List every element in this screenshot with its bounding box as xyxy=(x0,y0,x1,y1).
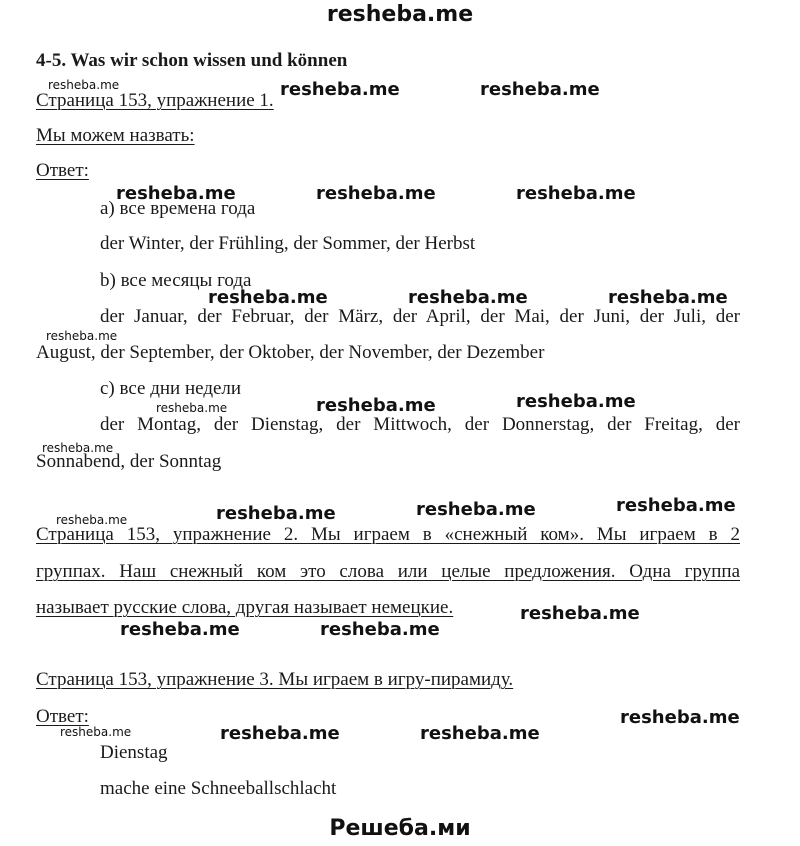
item-c-line-2: Sonnabend, der Sonntag xyxy=(36,451,222,472)
watermark: resheba.me xyxy=(280,79,400,100)
exercise-2-line-2: группах. Наш снежный ком это слова или целые предложения. Одна группа xyxy=(36,561,740,582)
watermark: resheba.me xyxy=(316,395,436,416)
exercise-3-answer-label: Ответ: xyxy=(36,706,89,727)
watermark-small: resheba.me xyxy=(60,725,132,739)
exercise-1-prompt: Мы можем назвать: xyxy=(36,125,195,146)
watermark-small: resheba.me xyxy=(48,78,120,92)
watermark: resheba.me xyxy=(116,183,236,204)
watermark: resheba.me xyxy=(120,619,240,640)
watermark: resheba.me xyxy=(516,391,636,412)
watermark: resheba.me xyxy=(316,183,436,204)
exercise-1-heading: Страница 153, упражнение 1. xyxy=(36,90,274,111)
watermark: resheba.me xyxy=(216,503,336,524)
item-a-label: a) все времена года xyxy=(100,198,256,219)
item-b-label: b) все месяцы года xyxy=(100,270,252,291)
item-b-line-2: August, der September, der Oktober, der November, der Dezember xyxy=(36,342,545,363)
watermark-small: resheba.me xyxy=(156,401,228,415)
exercise-3-answer-line-1: Dienstag xyxy=(100,742,168,763)
watermark: resheba.me xyxy=(208,287,328,308)
watermark: resheba.me xyxy=(516,183,636,204)
site-header: resheba.me xyxy=(326,2,474,27)
watermark: resheba.me xyxy=(416,499,536,520)
watermark: resheba.me xyxy=(420,723,540,744)
watermark: resheba.me xyxy=(620,707,740,728)
exercise-1-answer-label: Ответ: xyxy=(36,160,89,181)
exercise-3-answer-line-2: mache eine Schneeballschlacht xyxy=(100,778,337,799)
watermark-small: resheba.me xyxy=(46,329,118,343)
exercise-2-line-1: Страница 153, упражнение 2. Мы играем в «снежный ком». Мы играем в 2 xyxy=(36,524,740,545)
exercise-3-heading: Страница 153, упражнение 3. Мы играем в игру-пирамиду. xyxy=(36,669,514,690)
watermark: resheba.me xyxy=(520,603,640,624)
watermark: resheba.me xyxy=(220,723,340,744)
item-b-line-1: der Januar, der Februar, der März, der April, der Mai, der Juni, der Juli, der xyxy=(100,306,740,327)
footer-brand: Решеба.ми xyxy=(329,816,471,841)
watermark: resheba.me xyxy=(320,619,440,640)
watermark-small: resheba.me xyxy=(56,513,128,527)
page-title: 4-5. Was wir schon wissen und können xyxy=(36,50,348,71)
exercise-2-line-3: называет русские слова, другая называет немецкие. xyxy=(36,597,454,618)
item-c-line-1: der Montag, der Dienstag, der Mittwoch, der Donnerstag, der Freitag, der xyxy=(100,414,740,435)
item-c-label: c) все дни недели xyxy=(100,378,242,399)
watermark: resheba.me xyxy=(616,495,736,516)
item-a-text: der Winter, der Frühling, der Sommer, der Herbst xyxy=(100,233,476,254)
watermark: resheba.me xyxy=(608,287,728,308)
watermark: resheba.me xyxy=(480,79,600,100)
watermark: resheba.me xyxy=(408,287,528,308)
watermark-small: resheba.me xyxy=(42,441,114,455)
